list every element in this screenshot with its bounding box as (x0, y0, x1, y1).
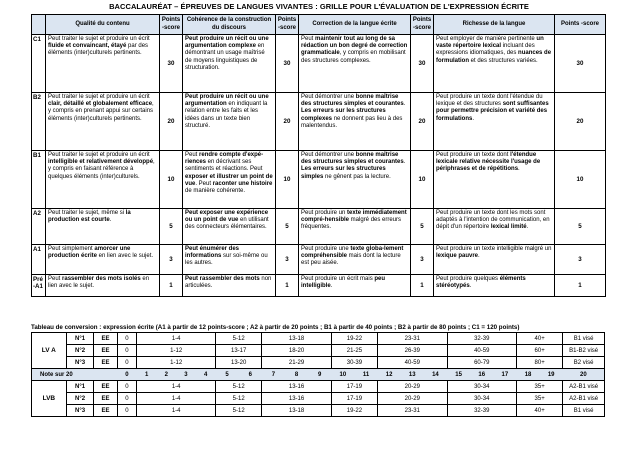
note-value: 4 (196, 369, 216, 381)
points-cell: 20 (555, 93, 606, 151)
score-range: 30-39 (331, 357, 377, 369)
score-range: 40-59 (447, 345, 516, 357)
points-cell: 30 (555, 35, 606, 93)
row-number: N°2 (66, 393, 94, 405)
row-number: N°3 (66, 405, 94, 417)
lvb-row (32, 405, 605, 417)
richesse-cell: Peut produire quelques éléments stéréotypés. (434, 275, 555, 297)
evaluation-grid (31, 14, 606, 297)
score-range: 80+ (516, 357, 562, 369)
conversion-table (31, 332, 605, 417)
ee-label: EE (94, 357, 117, 369)
coherence-cell: Peut exposer une expérience ou un point de vue en utilisant des connecteurs élémentaires. (183, 209, 276, 245)
points-cell: 5 (411, 209, 434, 245)
score-range: 1-12 (137, 357, 216, 369)
score-range: 19-22 (331, 405, 377, 417)
points-cell: 30 (276, 35, 299, 93)
richesse-cell: Peut produire un texte dont l'étendue du lexique et des structures sont suffisantes pour permettre précision et variété des formulations. (434, 93, 555, 151)
contenu-cell: Peut traiter le sujet, même si la production est courte. (46, 209, 160, 245)
contenu-cell: Peut simplement amorcer une production écrite en lien avec le sujet. (46, 245, 160, 275)
score-range: 1-4 (137, 333, 216, 345)
score-range: 21-25 (331, 345, 377, 357)
score-range: 5-12 (216, 333, 262, 345)
lva-row (32, 345, 605, 357)
score-range: 30-34 (447, 393, 516, 405)
score-range: 40+ (516, 333, 562, 345)
header-points-4: Points -score (555, 15, 606, 35)
lva-label: LV A (32, 333, 67, 369)
score-range: 30-34 (447, 381, 516, 393)
lva-row (32, 357, 605, 369)
contenu-cell: Peut rassembler des mots isolés en lien avec le sujet. (46, 275, 160, 297)
note-value: 19 (540, 369, 563, 381)
coherence-cell: Peut rassembler des mots non articulées. (183, 275, 276, 297)
richesse-cell: Peut produire un texte dont les mots sont adaptés à l'intention de communication, en dépit d'un répertoire lexical limité. (434, 209, 555, 245)
target-level: B1 visé (563, 405, 605, 417)
points-cell: 3 (160, 245, 183, 275)
score-range: 32-39 (447, 405, 516, 417)
note-value: 11 (354, 369, 377, 381)
notes-label: Note sur 20 (32, 369, 118, 381)
score-range: 5-12 (216, 393, 262, 405)
header-points-2: Points -score (276, 15, 299, 35)
note-value: 14 (424, 369, 447, 381)
page-title: BACCALAURÉAT – ÉPREUVES DE LANGUES VIVANTES : GRILLE POUR L'ÉVALUATION DE L'EXPRESSION ÉCRITE (109, 2, 529, 11)
points-cell: 20 (411, 93, 434, 151)
points-cell: 30 (160, 35, 183, 93)
target-level: A2-B1 visé (563, 381, 605, 393)
grid-row (32, 93, 606, 151)
grid-row (32, 35, 606, 93)
score-range: 60+ (516, 345, 562, 357)
points-cell: 3 (411, 245, 434, 275)
contenu-cell: Peut traiter le sujet et produire un écrit clair, détaillé et globalement efficace, y compris en prenant appui sur certains éléments (inter)culturels pertinents. (46, 93, 160, 151)
coherence-cell: Peut rendre compte d'expé-riences en décrivant ses sentiments et réactions. Peut exposer et illustrer un point de vue. Peut raconter une histoire de manière cohérente. (183, 151, 276, 209)
grid-row (32, 151, 606, 209)
lvb-row (32, 393, 605, 405)
score-range: 20-29 (378, 393, 447, 405)
contenu-cell: Peut traiter le sujet et produire un écrit fluide et convaincant, étayé par des éléments (inter)culturels pertinents. (46, 35, 160, 93)
score-range: 60-79 (447, 357, 516, 369)
score-range: 0 (117, 405, 137, 417)
target-level: A2-B1 visé (563, 393, 605, 405)
correction-cell: Peut démontrer une bonne maîtrise des structures simples et courantes. Les erreurs sur les structures complexes ne donnent pas lieu à des malentendus. (299, 93, 411, 151)
score-range: 18-20 (262, 345, 331, 357)
score-range: 1-4 (137, 393, 216, 405)
score-range: 17-19 (331, 381, 377, 393)
score-range: 0 (117, 381, 137, 393)
score-range: 40+ (516, 405, 562, 417)
correction-cell: Peut maintenir tout au long de sa rédaction un bon degré de correction grammaticale, y compris en mobilisant des structures complexes. (299, 35, 411, 93)
level-label: C1 (32, 35, 46, 93)
score-range: 5-12 (216, 381, 262, 393)
richesse-cell: Peut employer de manière pertinente un vaste répertoire lexical incluant des expressions idiomatiques, des nuances de formulation et des structures variées. (434, 35, 555, 93)
points-cell: 5 (160, 209, 183, 245)
note-value: 7 (262, 369, 285, 381)
header-coherence: Cohérence de la construction du discours (183, 15, 276, 35)
richesse-cell: Peut produire un texte dont l'étendue lexicale relative nécessite l'usage de périphrases et de répétitions. (434, 151, 555, 209)
points-cell: 10 (555, 151, 606, 209)
score-range: 0 (117, 393, 137, 405)
coherence-cell: Peut produire un récit ou une argumentation en indiquant la relation entre les faits et les idées dans un texte bien structuré. (183, 93, 276, 151)
ee-label: EE (94, 393, 117, 405)
note-value: 9 (308, 369, 331, 381)
score-range: 40-59 (378, 357, 447, 369)
notes-row (32, 369, 605, 381)
note-value: 0 (117, 369, 137, 381)
header-contenu: Qualité du contenu (46, 15, 160, 35)
note-value: 10 (331, 369, 354, 381)
note-value: 15 (447, 369, 470, 381)
note-value: 17 (493, 369, 516, 381)
note-value: 8 (285, 369, 308, 381)
score-range: 1-4 (137, 381, 216, 393)
note-value: 2 (156, 369, 176, 381)
score-range: 17-19 (331, 393, 377, 405)
grid-row (32, 245, 606, 275)
header-points-1: Points -score (160, 15, 183, 35)
score-range: 13-16 (262, 381, 331, 393)
note-value: 13 (401, 369, 424, 381)
score-range: 0 (117, 357, 137, 369)
points-cell: 1 (555, 275, 606, 297)
lva-row (32, 333, 605, 345)
header-richesse: Richesse de la langue (434, 15, 555, 35)
points-cell: 30 (411, 35, 434, 93)
score-range: 20-29 (378, 381, 447, 393)
points-cell: 10 (276, 151, 299, 209)
coherence-cell: Peut produire un récit ou une argumentation complexe en démontrant un usage maîtrisé de moyens linguistiques de structuration. (183, 35, 276, 93)
row-number: N°2 (66, 345, 94, 357)
score-range: 13-17 (216, 345, 262, 357)
header-level (32, 15, 46, 35)
points-cell: 20 (160, 93, 183, 151)
points-cell: 5 (276, 209, 299, 245)
note-value: 16 (470, 369, 493, 381)
score-range: 13-16 (262, 393, 331, 405)
points-cell: 1 (276, 275, 299, 297)
note-value: 18 (516, 369, 539, 381)
richesse-cell: Peut produire un texte intelligible malgré un lexique pauvre. (434, 245, 555, 275)
ee-label: EE (94, 345, 117, 357)
score-range: 19-22 (331, 333, 377, 345)
score-range: 13-20 (216, 357, 262, 369)
target-level: B2 visé (563, 357, 605, 369)
points-cell: 5 (555, 209, 606, 245)
points-cell: 10 (411, 151, 434, 209)
points-cell: 20 (276, 93, 299, 151)
note-value: 20 (563, 369, 605, 381)
row-number: N°1 (66, 381, 94, 393)
correction-cell: Peut produire une texte globa-lement compréhensible mais dont la lecture est peu aisée. (299, 245, 411, 275)
score-range: 26-39 (378, 345, 447, 357)
score-range: 21-29 (262, 357, 331, 369)
score-range: 13-18 (262, 333, 331, 345)
note-value: 5 (216, 369, 239, 381)
points-cell: 10 (160, 151, 183, 209)
score-range: 35+ (516, 393, 562, 405)
points-cell: 1 (160, 275, 183, 297)
header-correction: Correction de la langue écrite (299, 15, 411, 35)
row-number: N°3 (66, 357, 94, 369)
target-level: B1 visé (563, 333, 605, 345)
grid-row (32, 275, 606, 297)
score-range: 13-18 (262, 405, 331, 417)
points-cell: 3 (276, 245, 299, 275)
score-range: 0 (117, 333, 137, 345)
ee-label: EE (94, 381, 117, 393)
target-level: B1-B2 visé (563, 345, 605, 357)
correction-cell: Peut produire un texte immédiatement compré-hensible malgré des erreurs fréquentes. (299, 209, 411, 245)
score-range: 0 (117, 345, 137, 357)
level-label: A2 (32, 209, 46, 245)
score-range: 23-31 (378, 333, 447, 345)
row-number: N°1 (66, 333, 94, 345)
note-value: 6 (239, 369, 262, 381)
correction-cell: Peut démontrer une bonne maîtrise des structures simples et courantes. Les erreurs sur les structures simples ne gênent pas la lecture. (299, 151, 411, 209)
lvb-label: LVB (32, 381, 67, 417)
points-cell: 3 (555, 245, 606, 275)
grid-row (32, 209, 606, 245)
note-value: 1 (137, 369, 157, 381)
ee-label: EE (94, 333, 117, 345)
score-range: 35+ (516, 381, 562, 393)
score-range: 5-12 (216, 405, 262, 417)
contenu-cell: Peut traiter le sujet et produire un écrit intelligible et relativement développé, y compris en faisant référence à quelques éléments (inter)culturels. (46, 151, 160, 209)
score-range: 1-12 (137, 345, 216, 357)
level-label: A1 (32, 245, 46, 275)
score-range: 23-31 (378, 405, 447, 417)
level-label: B1 (32, 151, 46, 209)
header-points-3: Points -score (411, 15, 434, 35)
note-value: 3 (176, 369, 196, 381)
level-label: Pré -A1 (32, 275, 46, 297)
coherence-cell: Peut énumérer des informations sur soi-même ou les autres. (183, 245, 276, 275)
ee-label: EE (94, 405, 117, 417)
conversion-title: Tableau de conversion : expression écrite (A1 à partir de 12 points-score ; A2 à partir de 20 points ; B1 à partir de 40 points ; B2 à partir de 80 points ; C1 = 120 points) (31, 324, 520, 331)
lvb-row (32, 381, 605, 393)
score-range: 32-39 (447, 333, 516, 345)
note-value: 12 (378, 369, 401, 381)
points-cell: 1 (411, 275, 434, 297)
score-range: 1-4 (137, 405, 216, 417)
correction-cell: Peut produire un écrit mais peu intelligible. (299, 275, 411, 297)
level-label: B2 (32, 93, 46, 151)
